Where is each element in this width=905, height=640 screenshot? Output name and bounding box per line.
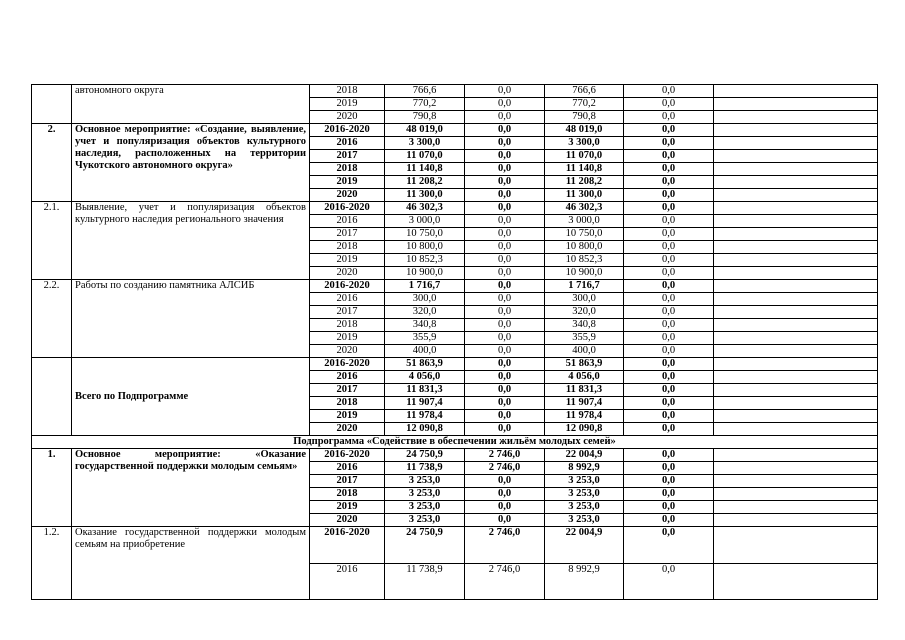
cell-total: 10 852,3 bbox=[385, 254, 465, 267]
cell-fed: 0,0 bbox=[465, 488, 545, 501]
cell-extra bbox=[714, 150, 878, 163]
cell-total: 3 253,0 bbox=[385, 501, 465, 514]
cell-total: 11 300,0 bbox=[385, 189, 465, 202]
item-description: Основное мероприятие: «Создание, выявление, учет и популяризация объектов культурного наследия, расположенных на территории Чукотского автономного округа» bbox=[72, 124, 310, 202]
cell-other: 0,0 bbox=[624, 423, 714, 436]
cell-total: 770,2 bbox=[385, 98, 465, 111]
cell-fed: 0,0 bbox=[465, 267, 545, 280]
cell-extra bbox=[714, 488, 878, 501]
cell-reg: 22 004,9 bbox=[545, 449, 624, 462]
cell-other: 0,0 bbox=[624, 215, 714, 228]
cell-extra bbox=[714, 423, 878, 436]
table-row bbox=[32, 280, 878, 293]
item-number: 2.2. bbox=[32, 280, 72, 358]
cell-year: 2016-2020 bbox=[310, 124, 385, 137]
cell-year: 2016-2020 bbox=[310, 202, 385, 215]
cell-year: 2018 bbox=[310, 397, 385, 410]
cell-total: 11 140,8 bbox=[385, 163, 465, 176]
cell-fed: 0,0 bbox=[465, 397, 545, 410]
cell-other: 0,0 bbox=[624, 241, 714, 254]
cell-year: 2018 bbox=[310, 241, 385, 254]
cell-extra bbox=[714, 111, 878, 124]
cell-other: 0,0 bbox=[624, 332, 714, 345]
cell-total: 766,6 bbox=[385, 85, 465, 98]
cell-other: 0,0 bbox=[624, 371, 714, 384]
cell-other: 0,0 bbox=[624, 358, 714, 371]
cell-total: 3 300,0 bbox=[385, 137, 465, 150]
cell-total: 10 750,0 bbox=[385, 228, 465, 241]
cell-fed: 2 746,0 bbox=[465, 563, 545, 600]
cell-reg: 3 253,0 bbox=[545, 514, 624, 527]
cell-other: 0,0 bbox=[624, 449, 714, 462]
cell-total: 11 070,0 bbox=[385, 150, 465, 163]
cell-fed: 0,0 bbox=[465, 254, 545, 267]
cell-extra bbox=[714, 527, 878, 564]
cell-extra bbox=[714, 163, 878, 176]
cell-year: 2017 bbox=[310, 306, 385, 319]
cell-reg: 12 090,8 bbox=[545, 423, 624, 436]
cell-total: 3 253,0 bbox=[385, 488, 465, 501]
cell-total: 51 863,9 bbox=[385, 358, 465, 371]
cell-reg: 46 302,3 bbox=[545, 202, 624, 215]
cell-other: 0,0 bbox=[624, 267, 714, 280]
cell-year: 2016-2020 bbox=[310, 527, 385, 564]
cell-year: 2016 bbox=[310, 137, 385, 150]
cell-fed: 0,0 bbox=[465, 111, 545, 124]
cell-reg: 10 800,0 bbox=[545, 241, 624, 254]
cell-reg: 10 750,0 bbox=[545, 228, 624, 241]
cell-fed: 2 746,0 bbox=[465, 449, 545, 462]
cell-other: 0,0 bbox=[624, 462, 714, 475]
table-row bbox=[32, 527, 878, 564]
cell-total: 10 800,0 bbox=[385, 241, 465, 254]
cell-reg: 400,0 bbox=[545, 345, 624, 358]
cell-year: 2017 bbox=[310, 228, 385, 241]
cell-fed: 0,0 bbox=[465, 319, 545, 332]
cell-fed: 0,0 bbox=[465, 202, 545, 215]
cell-extra bbox=[714, 410, 878, 423]
cell-reg: 11 978,4 bbox=[545, 410, 624, 423]
cell-year: 2016 bbox=[310, 563, 385, 600]
item-description: Оказание государственной поддержки молодым семьям на приобретение bbox=[72, 527, 310, 600]
cell-other: 0,0 bbox=[624, 410, 714, 423]
cell-reg: 320,0 bbox=[545, 306, 624, 319]
cell-year: 2019 bbox=[310, 98, 385, 111]
cell-total: 11 978,4 bbox=[385, 410, 465, 423]
cell-fed: 0,0 bbox=[465, 358, 545, 371]
cell-extra bbox=[714, 202, 878, 215]
cell-other: 0,0 bbox=[624, 563, 714, 600]
cell-total: 24 750,9 bbox=[385, 527, 465, 564]
cell-total: 300,0 bbox=[385, 293, 465, 306]
cell-fed: 0,0 bbox=[465, 410, 545, 423]
cell-total: 790,8 bbox=[385, 111, 465, 124]
cell-year: 2019 bbox=[310, 410, 385, 423]
cell-year: 2018 bbox=[310, 488, 385, 501]
cell-extra bbox=[714, 176, 878, 189]
cell-reg: 10 900,0 bbox=[545, 267, 624, 280]
cell-extra bbox=[714, 189, 878, 202]
cell-other: 0,0 bbox=[624, 514, 714, 527]
cell-other: 0,0 bbox=[624, 527, 714, 564]
cell-year: 2020 bbox=[310, 189, 385, 202]
cell-total: 11 738,9 bbox=[385, 462, 465, 475]
cell-year: 2020 bbox=[310, 345, 385, 358]
cell-other: 0,0 bbox=[624, 228, 714, 241]
cell-year: 2018 bbox=[310, 319, 385, 332]
cell-fed: 0,0 bbox=[465, 189, 545, 202]
cell-fed: 0,0 bbox=[465, 98, 545, 111]
cell-extra bbox=[714, 475, 878, 488]
cell-extra bbox=[714, 254, 878, 267]
cell-extra bbox=[714, 137, 878, 150]
cell-total: 355,9 bbox=[385, 332, 465, 345]
cell-reg: 3 000,0 bbox=[545, 215, 624, 228]
cell-fed: 0,0 bbox=[465, 423, 545, 436]
cell-extra bbox=[714, 358, 878, 371]
item-number bbox=[32, 358, 72, 436]
cell-fed: 0,0 bbox=[465, 293, 545, 306]
item-description: Выявление, учет и популяризация объектов культурного наследия регионального значения bbox=[72, 202, 310, 280]
cell-extra bbox=[714, 228, 878, 241]
cell-other: 0,0 bbox=[624, 202, 714, 215]
cell-extra bbox=[714, 215, 878, 228]
cell-other: 0,0 bbox=[624, 254, 714, 267]
cell-year: 2020 bbox=[310, 111, 385, 124]
cell-total: 11 831,3 bbox=[385, 384, 465, 397]
cell-fed: 0,0 bbox=[465, 228, 545, 241]
cell-year: 2016-2020 bbox=[310, 358, 385, 371]
cell-extra bbox=[714, 384, 878, 397]
cell-reg: 11 070,0 bbox=[545, 150, 624, 163]
cell-reg: 51 863,9 bbox=[545, 358, 624, 371]
cell-total: 340,8 bbox=[385, 319, 465, 332]
cell-reg: 766,6 bbox=[545, 85, 624, 98]
cell-fed: 0,0 bbox=[465, 501, 545, 514]
cell-extra bbox=[714, 85, 878, 98]
cell-fed: 0,0 bbox=[465, 332, 545, 345]
cell-extra bbox=[714, 345, 878, 358]
cell-other: 0,0 bbox=[624, 137, 714, 150]
cell-other: 0,0 bbox=[624, 306, 714, 319]
cell-extra bbox=[714, 319, 878, 332]
cell-extra bbox=[714, 306, 878, 319]
cell-year: 2017 bbox=[310, 475, 385, 488]
cell-extra bbox=[714, 332, 878, 345]
cell-other: 0,0 bbox=[624, 397, 714, 410]
cell-total: 400,0 bbox=[385, 345, 465, 358]
cell-fed: 0,0 bbox=[465, 163, 545, 176]
item-number: 1. bbox=[32, 449, 72, 527]
item-description: автономного округа bbox=[72, 85, 310, 124]
cell-extra bbox=[714, 563, 878, 600]
cell-fed: 0,0 bbox=[465, 150, 545, 163]
cell-extra bbox=[714, 98, 878, 111]
cell-reg: 8 992,9 bbox=[545, 462, 624, 475]
cell-fed: 0,0 bbox=[465, 475, 545, 488]
cell-fed: 2 746,0 bbox=[465, 462, 545, 475]
cell-fed: 0,0 bbox=[465, 176, 545, 189]
cell-reg: 11 831,3 bbox=[545, 384, 624, 397]
cell-other: 0,0 bbox=[624, 319, 714, 332]
cell-year: 2019 bbox=[310, 332, 385, 345]
cell-reg: 48 019,0 bbox=[545, 124, 624, 137]
cell-fed: 0,0 bbox=[465, 514, 545, 527]
cell-fed: 0,0 bbox=[465, 306, 545, 319]
cell-other: 0,0 bbox=[624, 345, 714, 358]
cell-year: 2016 bbox=[310, 462, 385, 475]
item-number: 2. bbox=[32, 124, 72, 202]
cell-reg: 8 992,9 bbox=[545, 563, 624, 600]
cell-reg: 22 004,9 bbox=[545, 527, 624, 564]
cell-fed: 0,0 bbox=[465, 124, 545, 137]
cell-year: 2016-2020 bbox=[310, 280, 385, 293]
cell-fed: 0,0 bbox=[465, 384, 545, 397]
cell-total: 11 907,4 bbox=[385, 397, 465, 410]
cell-other: 0,0 bbox=[624, 163, 714, 176]
cell-other: 0,0 bbox=[624, 98, 714, 111]
cell-total: 10 900,0 bbox=[385, 267, 465, 280]
item-description: Всего по Подпрограмме bbox=[72, 358, 310, 436]
cell-fed: 0,0 bbox=[465, 215, 545, 228]
cell-year: 2018 bbox=[310, 85, 385, 98]
item-number bbox=[32, 85, 72, 124]
cell-fed: 0,0 bbox=[465, 137, 545, 150]
cell-fed: 0,0 bbox=[465, 241, 545, 254]
cell-other: 0,0 bbox=[624, 293, 714, 306]
table-row bbox=[32, 449, 878, 462]
cell-total: 24 750,9 bbox=[385, 449, 465, 462]
cell-other: 0,0 bbox=[624, 124, 714, 137]
cell-year: 2016 bbox=[310, 293, 385, 306]
item-number: 1.2. bbox=[32, 527, 72, 600]
cell-other: 0,0 bbox=[624, 85, 714, 98]
cell-total: 320,0 bbox=[385, 306, 465, 319]
section-header-row bbox=[32, 436, 878, 449]
table-row bbox=[32, 358, 878, 371]
cell-year: 2016 bbox=[310, 371, 385, 384]
cell-total: 12 090,8 bbox=[385, 423, 465, 436]
cell-total: 11 738,9 bbox=[385, 563, 465, 600]
cell-extra bbox=[714, 267, 878, 280]
cell-total: 11 208,2 bbox=[385, 176, 465, 189]
cell-total: 48 019,0 bbox=[385, 124, 465, 137]
budget-table-body bbox=[32, 85, 878, 600]
item-description: Основное мероприятие: «Оказание государственной поддержки молодым семьям» bbox=[72, 449, 310, 527]
item-description: Работы по созданию памятника АЛСИБ bbox=[72, 280, 310, 358]
cell-extra bbox=[714, 397, 878, 410]
cell-fed: 2 746,0 bbox=[465, 527, 545, 564]
table-row bbox=[32, 202, 878, 215]
cell-extra bbox=[714, 371, 878, 384]
cell-other: 0,0 bbox=[624, 111, 714, 124]
cell-extra bbox=[714, 501, 878, 514]
cell-year: 2019 bbox=[310, 254, 385, 267]
cell-other: 0,0 bbox=[624, 475, 714, 488]
table-row bbox=[32, 124, 878, 137]
cell-reg: 11 300,0 bbox=[545, 189, 624, 202]
cell-other: 0,0 bbox=[624, 488, 714, 501]
cell-extra bbox=[714, 293, 878, 306]
cell-total: 4 056,0 bbox=[385, 371, 465, 384]
cell-reg: 790,8 bbox=[545, 111, 624, 124]
item-number: 2.1. bbox=[32, 202, 72, 280]
cell-other: 0,0 bbox=[624, 189, 714, 202]
cell-reg: 340,8 bbox=[545, 319, 624, 332]
cell-reg: 4 056,0 bbox=[545, 371, 624, 384]
cell-reg: 1 716,7 bbox=[545, 280, 624, 293]
cell-total: 1 716,7 bbox=[385, 280, 465, 293]
cell-year: 2020 bbox=[310, 423, 385, 436]
cell-other: 0,0 bbox=[624, 176, 714, 189]
cell-reg: 3 253,0 bbox=[545, 501, 624, 514]
cell-year: 2017 bbox=[310, 150, 385, 163]
cell-total: 46 302,3 bbox=[385, 202, 465, 215]
cell-reg: 300,0 bbox=[545, 293, 624, 306]
cell-extra bbox=[714, 462, 878, 475]
cell-year: 2017 bbox=[310, 384, 385, 397]
cell-reg: 11 907,4 bbox=[545, 397, 624, 410]
cell-extra bbox=[714, 124, 878, 137]
cell-other: 0,0 bbox=[624, 150, 714, 163]
cell-reg: 3 253,0 bbox=[545, 488, 624, 501]
cell-other: 0,0 bbox=[624, 384, 714, 397]
cell-other: 0,0 bbox=[624, 280, 714, 293]
cell-year: 2019 bbox=[310, 176, 385, 189]
cell-fed: 0,0 bbox=[465, 280, 545, 293]
cell-year: 2019 bbox=[310, 501, 385, 514]
cell-extra bbox=[714, 514, 878, 527]
cell-reg: 10 852,3 bbox=[545, 254, 624, 267]
cell-year: 2016 bbox=[310, 215, 385, 228]
cell-reg: 355,9 bbox=[545, 332, 624, 345]
cell-reg: 3 253,0 bbox=[545, 475, 624, 488]
cell-extra bbox=[714, 449, 878, 462]
cell-year: 2020 bbox=[310, 267, 385, 280]
section-title: Подпрограмма «Содействие в обеспечении жильём молодых семей» bbox=[32, 436, 878, 449]
cell-year: 2018 bbox=[310, 163, 385, 176]
table-row bbox=[32, 85, 878, 98]
cell-extra bbox=[714, 241, 878, 254]
cell-fed: 0,0 bbox=[465, 371, 545, 384]
cell-reg: 11 208,2 bbox=[545, 176, 624, 189]
cell-total: 3 253,0 bbox=[385, 475, 465, 488]
cell-year: 2020 bbox=[310, 514, 385, 527]
cell-year: 2016-2020 bbox=[310, 449, 385, 462]
cell-reg: 770,2 bbox=[545, 98, 624, 111]
budget-table bbox=[31, 84, 878, 600]
cell-fed: 0,0 bbox=[465, 345, 545, 358]
cell-total: 3 000,0 bbox=[385, 215, 465, 228]
cell-extra bbox=[714, 280, 878, 293]
cell-other: 0,0 bbox=[624, 501, 714, 514]
cell-reg: 11 140,8 bbox=[545, 163, 624, 176]
cell-fed: 0,0 bbox=[465, 85, 545, 98]
cell-reg: 3 300,0 bbox=[545, 137, 624, 150]
cell-total: 3 253,0 bbox=[385, 514, 465, 527]
